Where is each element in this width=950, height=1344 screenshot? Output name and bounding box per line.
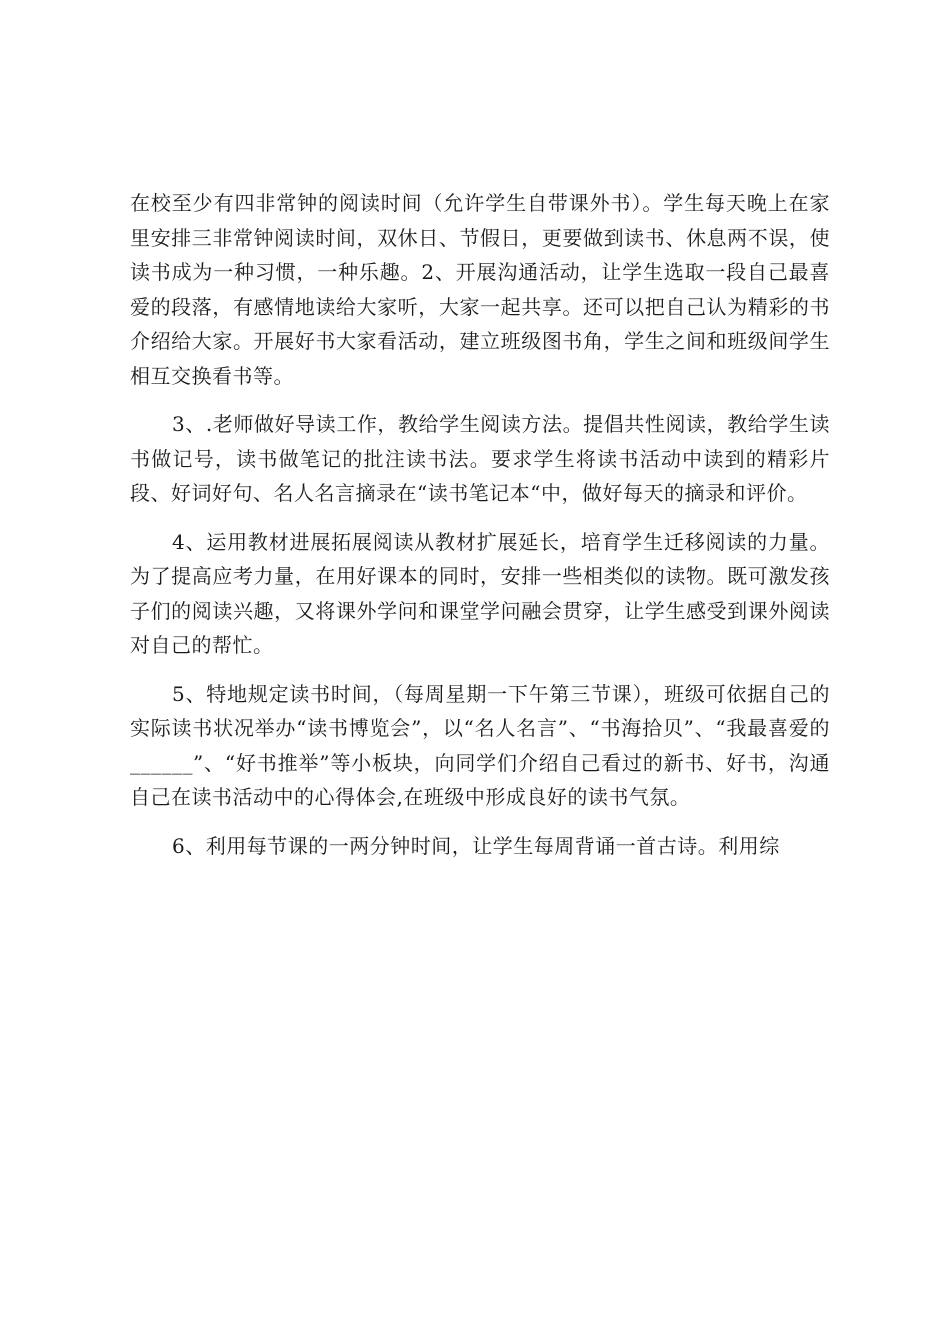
paragraph-textbook-extension: 4、运用教材进展拓展阅读从教材扩展延长，培育学生迁移阅读的力量。为了提高应考力量，在用好课本的同时，安排一些相类似的读物。既可激发孩子们的阅读兴趣，又将课外学问和课堂学问融会贯穿，让学生感受到课外阅读对自己的帮忙。 [130, 529, 830, 657]
paragraph-reading-schedule: 5、特地规定读书时间，（每周星期一下午第三节课），班级可依据自己的实际读书状况举办“读书博览会”，以“名人名言”、“书海拾贝”、“我最喜爱的______”、“好书推举”等小板块，向同学们介绍自己看过的新书、好书，沟通自己在读书活动中的心得体会,在班级中形成良好的读书气氛。 [130, 681, 830, 809]
paragraph-reading-time: 在校至少有四非常钟的阅读时间（允许学生自带课外书）。学生每天晚上在家里安排三非常钟阅读时间，双休日、节假日，更要做到读书、休息两不误，使读书成为一种习惯，一种乐趣。2、开展沟通活动，让学生选取一段自己最喜爱的段落，有感情地读给大家听，大家一起共享。还可以把自己认为精彩的书介绍给大家。开展好书大家看活动，建立班级图书角，学生之间和班级间学生相互交换看书等。 [130, 191, 830, 388]
paragraph-guided-reading: 3、.老师做好导读工作，教给学生阅读方法。提倡共性阅读，教给学生读书做记号，读书做笔记的批注读书法。要求学生将读书活动中读到的精彩片段、好词好句、名人名言摘录在“读书笔记本“中，做好每天的摘录和评价。 [130, 412, 830, 505]
paragraph-poetry-recitation: 6、利用每节课的一两分钟时间，让学生每周背诵一首古诗。利用综 [172, 833, 780, 858]
document-body [130, 186, 830, 877]
